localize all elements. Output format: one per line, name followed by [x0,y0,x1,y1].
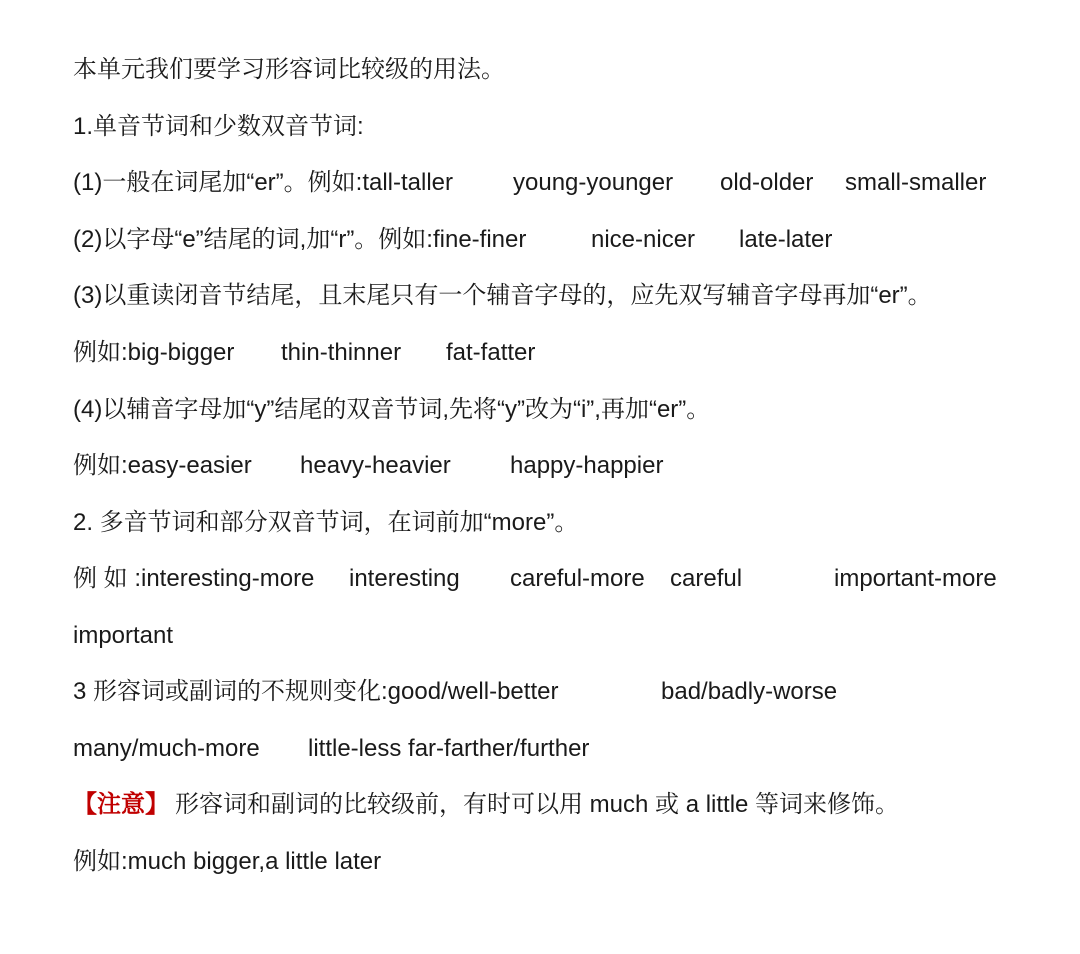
section2-heading-text: 2. 多音节词和部分双音节词，在词前加“more”。 [73,509,579,536]
rule4-example: happy-happier [510,452,664,479]
note-example: 例如:much bigger,a little later [73,848,382,875]
note-tag: 【注意】 [73,791,169,818]
rule4-example: heavy-heavier [300,452,451,479]
section3-heading-text: 3 形容词或副词的不规则变化:good/well-better [73,678,559,705]
section3-example: little-less far-farther/further [308,735,590,762]
section2-example: important-more [834,565,997,592]
rule4-example: 例如:easy-easier [73,452,252,479]
rule1-text: (1)一般在词尾加“er”。例如:tall-taller [73,169,454,196]
section2-example: careful [670,565,743,592]
rule1-example: old-older [720,169,814,196]
rule1-example: small-smaller [845,169,987,196]
section1-heading-text: 1.单音节词和少数双音节词: [73,113,364,140]
rule2-text: (2)以字母“e”结尾的词,加“r”。例如:fine-finer [73,226,527,253]
section2-example: interesting [349,565,460,592]
section2-continuation-text: important [73,622,174,649]
rule2-example: nice-nicer [591,226,696,253]
rule4-text: (4)以辅音字母加“y”结尾的双音节词,先将“y”改为“i”,再加“er”。 [73,396,711,423]
section2-example: careful-more [510,565,645,592]
section3-example: many/much-more [73,735,260,762]
rule1-example: young-younger [513,169,674,196]
rule2-example: late-later [739,226,833,253]
rule3-text: (3)以重读闭音节结尾，且末尾只有一个辅音字母的，应先双写辅音字母再加“er”。 [73,282,932,309]
rule3-example: thin-thinner [281,339,402,366]
note-text: 形容词和副词的比较级前，有时可以用 much 或 a little 等词来修饰。 [175,791,900,818]
section3-example: bad/badly-worse [661,678,838,705]
rule3-example: 例如:big-bigger [73,339,235,366]
intro-text: 本单元我们要学习形容词比较级的用法。 [73,56,505,83]
rule3-example: fat-fatter [446,339,536,366]
section2-example: 例 如 :interesting-more [73,565,315,592]
